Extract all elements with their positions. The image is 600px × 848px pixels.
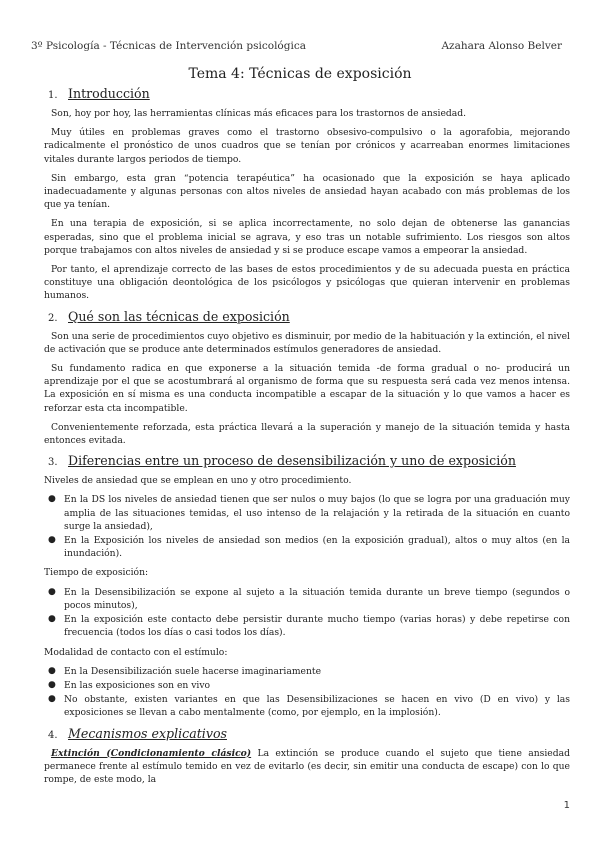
- section-1-paragraph: Son, hoy por hoy, las herramientas clínicas más eficaces para los trastornos de ansiedad.: [51, 108, 467, 119]
- list-item-text: En la Exposición los niveles de ansiedad son medios (en la exposición gradual), altos o muy altos (en la inundación).: [64, 535, 570, 560]
- section-3-heading: [44, 453, 570, 471]
- exposure-time-label: Tiempo de exposición:: [44, 567, 149, 579]
- list-item-text: En la Desensibilización se expone al sujeto a la situación temida durante un breve tiempo (segundos o pocos minutos),: [64, 586, 570, 611]
- contact-mode-list: [44, 665, 570, 720]
- bullet-icon: ●: [48, 679, 56, 690]
- section-2-number: 2.: [48, 312, 58, 324]
- section-4-title: Mecanismos explicativos: [68, 725, 227, 741]
- extinction-text: La extinción se produce cuando el sujeto que tiene ansiedad permanece frente al estímulo temido en vez de evitarlo (es decir, sin emitir una conducta de escape) con lo que rompe, de este modo, la: [44, 747, 570, 785]
- list-item-text: En la Desensibilización suele hacerse imaginariamente: [64, 665, 322, 677]
- document-body: [44, 86, 570, 792]
- list-item-text: En la exposición este contacto debe persistir durante mucho tiempo (varias horas) y debe repetirse con frecuencia (todos los días o casi todos los días).: [64, 614, 570, 639]
- bullet-icon: ●: [48, 694, 56, 705]
- section-1-paragraph: Sin embargo, esta gran “potencia terapéutica” ha ocasionado que la exposición se haya aplicado inadecuadamente y algunas personas con altos niveles de ansiedad hayan acabado con más problemas de los que ya tenían.: [44, 172, 570, 211]
- page-number: 1: [563, 800, 570, 811]
- bullet-icon: ●: [48, 535, 56, 546]
- section-2-paragraph: Convenientemente reforzada, esta práctica llevará a la superación y manejo de la situación temida y hasta entonces evitada.: [44, 421, 570, 447]
- section-4-paragraph: [44, 747, 570, 787]
- section-1-number: 1.: [48, 90, 58, 101]
- list-item-text: En las exposiciones son en vivo: [64, 679, 211, 691]
- section-2-paragraph: Son una serie de procedimientos cuyo objetivo es disminuir, por medio de la habituación y la extinción, el nivel de activación que se produce ante determinados estímulos generadores de ansiedad.: [44, 330, 570, 355]
- list-item-text: En la DS los niveles de ansiedad tienen que ser nulos o muy bajos (lo que se logra por una graduación muy amplia de las situaciones temidas, el uso intenso de la relajación y la retirada de la situación en cuanto surge la ansiedad),: [64, 494, 570, 532]
- header-author: Azahara Alonso Belver: [441, 40, 562, 52]
- section-1-title: Introducción: [68, 86, 150, 101]
- section-1-heading: [44, 86, 570, 104]
- anxiety-levels-list: [44, 493, 570, 560]
- bullet-icon: ●: [48, 586, 56, 597]
- contact-mode-label: Modalidad de contacto con el estímulo:: [44, 646, 228, 658]
- section-1-paragraph: Muy útiles en problemas graves como el trastorno obsesivo-compulsivo o la agorafobia, mejorando radicalmente el pronóstico de unos cuadros que se tenían por crónicos y acarreaban enormes limitaciones vitales durante largos periodos de tiempo.: [44, 127, 570, 165]
- section-3-title: Diferencias entre un proceso de desensibilización y uno de exposición: [68, 453, 516, 469]
- list-item: [44, 586, 570, 612]
- section-1-paragraph: Por tanto, el aprendizaje correcto de las bases de estos procedimientos y de su adecuada puesta en práctica constituye una obligación deontológica de los psicólogos y psicólogas que quieran intervenir en problemas humanos.: [44, 264, 570, 302]
- section-3-number: 3.: [48, 457, 58, 469]
- bullet-icon: ●: [48, 614, 56, 625]
- document-title: Tema 4: Técnicas de exposición: [188, 66, 412, 82]
- extinction-term: Extinción (Condicionamiento clásico): [51, 747, 252, 759]
- list-item: [44, 534, 570, 560]
- bullet-icon: ●: [48, 665, 56, 676]
- bullet-icon: ●: [48, 494, 56, 505]
- section-4-heading: [44, 726, 570, 744]
- list-item: [44, 679, 570, 692]
- list-item: [44, 693, 570, 719]
- list-item: [44, 665, 570, 678]
- section-2-heading: [44, 309, 570, 327]
- exposure-time-list: [44, 586, 570, 640]
- section-2-title: Qué son las técnicas de exposición: [68, 308, 290, 324]
- header-course: 3º Psicología - Técnicas de Intervención psicológica: [31, 40, 306, 52]
- section-4-number: 4.: [48, 729, 58, 741]
- list-item-text: No obstante, existen variantes en que las Desensibilizaciones se hacen en vivo (D en vivo) y las exposiciones se llevan a cabo mentalmente (como, por ejemplo, en la implosión).: [64, 694, 570, 719]
- list-item: [44, 493, 570, 533]
- section-3-intro: Niveles de ansiedad que se emplean en uno y otro procedimiento.: [44, 475, 352, 487]
- section-2-paragraph: Su fundamento radica en que exponerse a la situación temida -de forma gradual o no- producirá un aprendizaje por el que se acostumbrará al organismo de forma que su respuesta será cada vez menos intensa. La exposición en sí misma es una conducta incompatible a escapar de la situación y lo que vamos a hacer es reforzar esta cta incompatible.: [44, 363, 570, 414]
- section-1-paragraph: En una terapia de exposición, si se aplica incorrectamente, no solo dejan de obtenerse las ganancias esperadas, sino que el problema inicial se agrava, y eso tras un notable sufrimiento. Los riesgos son altos porque trabajamos con altos niveles de ansiedad y si se produce escape vamos a empeorar la ansiedad.: [44, 218, 570, 256]
- list-item: [44, 613, 570, 639]
